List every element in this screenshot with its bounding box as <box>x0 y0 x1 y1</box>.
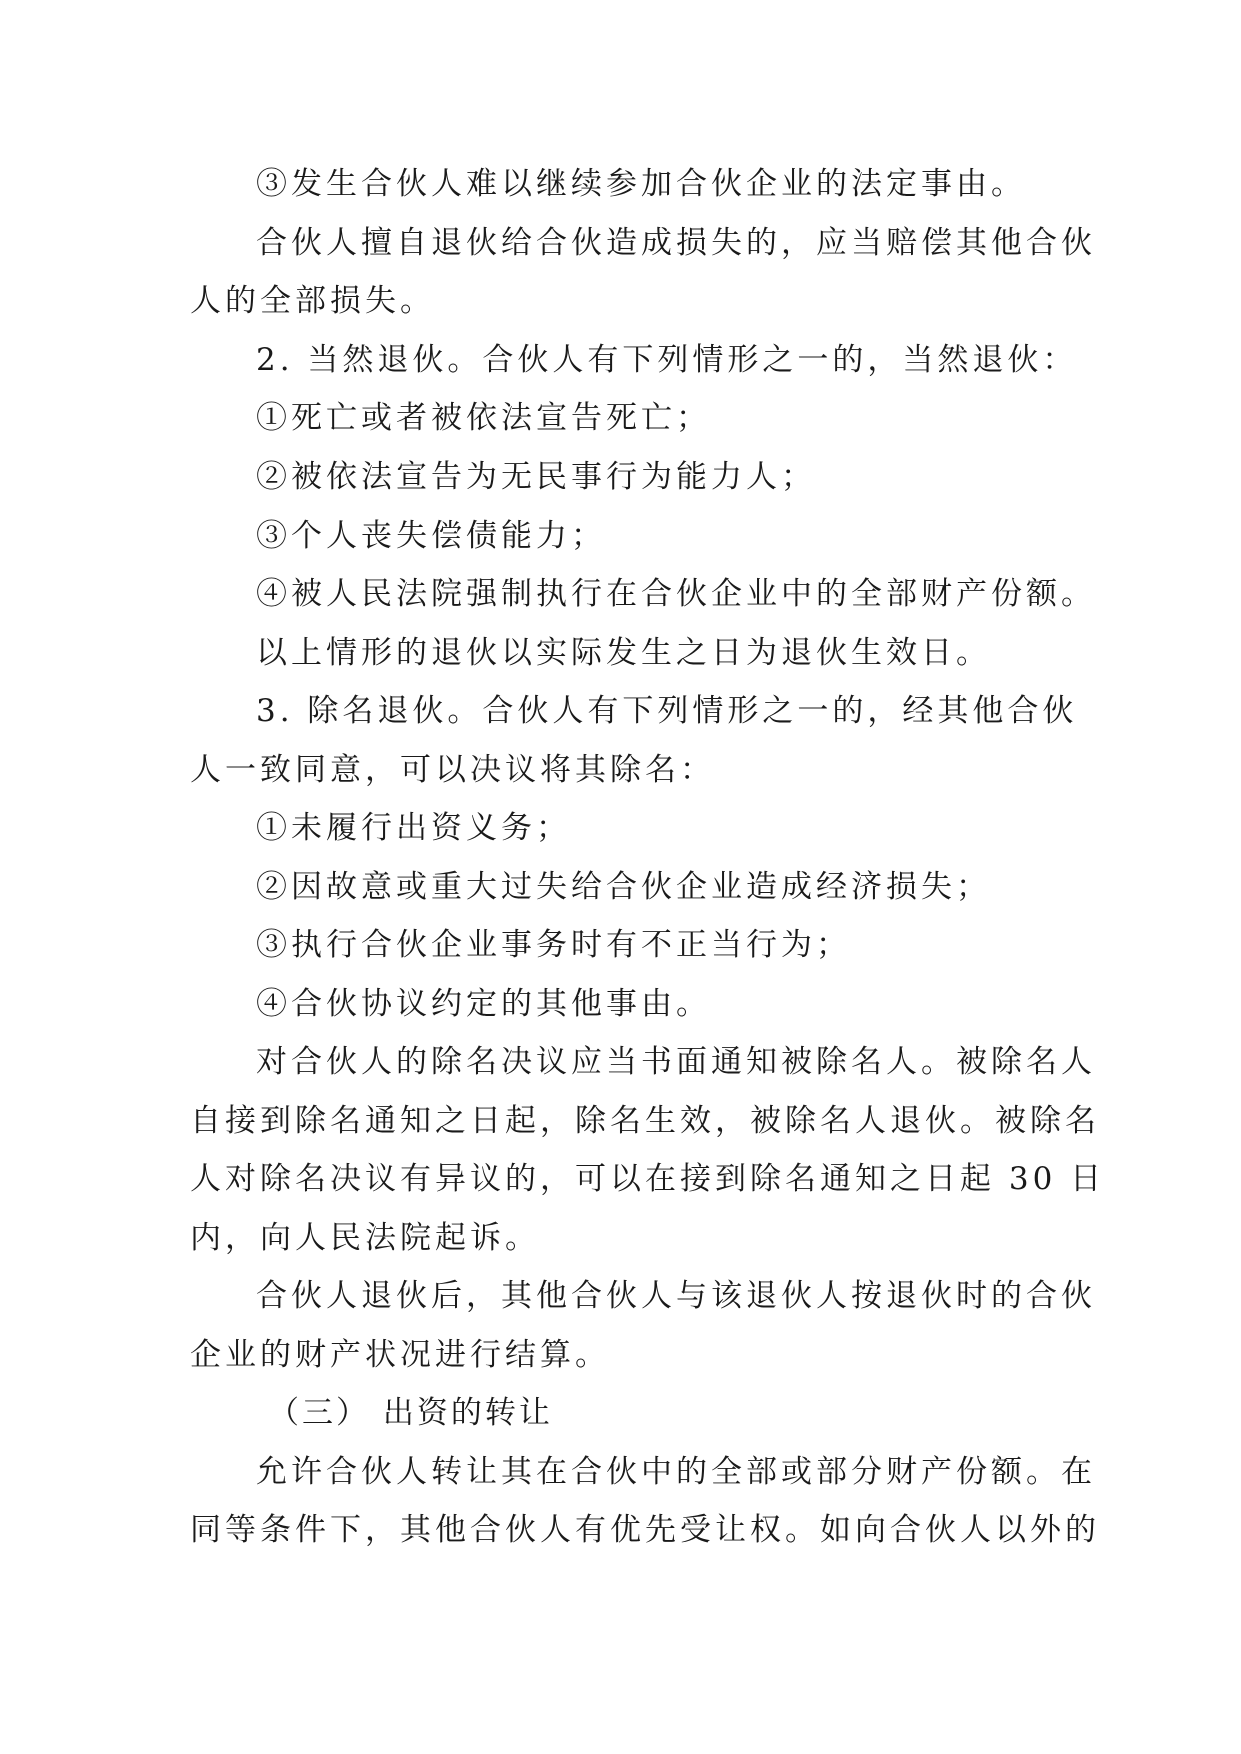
text-line: ③执行合伙企业事务时有不正当行为； <box>256 927 851 963</box>
text-line: 允许合伙人转让其在合伙中的全部或部分财产份额。在 <box>256 1454 1096 1490</box>
text-line: 3. 除名退伙。合伙人有下列情形之一的，经其他合伙 <box>256 693 1078 729</box>
text-line: ①未履行出资义务； <box>256 810 571 846</box>
text-line: 内，向人民法院起诉。 <box>190 1220 540 1256</box>
text-line: 合伙人退伙后，其他合伙人与该退伙人按退伙时的合伙 <box>256 1278 1096 1314</box>
text-line: 合伙人擅自退伙给合伙造成损失的，应当赔偿其他合伙 <box>256 225 1096 261</box>
section-heading: （三） 出资的转让 <box>268 1395 553 1431</box>
text-line: ④被人民法院强制执行在合伙企业中的全部财产份额。 <box>256 576 1096 612</box>
text-line: 自接到除名通知之日起，除名生效，被除名人退伙。被除名 <box>190 1103 1100 1139</box>
text-line: 人对除名决议有异议的，可以在接到除名通知之日起 30 日 <box>190 1161 1106 1197</box>
text-line: 企业的财产状况进行结算。 <box>190 1337 610 1373</box>
text-line: 以上情形的退伙以实际发生之日为退伙生效日。 <box>256 635 991 671</box>
text-line: 人的全部损失。 <box>190 283 435 319</box>
text-line: ②因故意或重大过失给合伙企业造成经济损失； <box>256 869 991 905</box>
text-line: 人一致同意，可以决议将其除名： <box>190 752 715 788</box>
text-line: ①死亡或者被依法宣告死亡； <box>256 400 711 436</box>
text-line: 2. 当然退伙。合伙人有下列情形之一的，当然退伙： <box>256 342 1078 378</box>
text-line: ③发生合伙人难以继续参加合伙企业的法定事由。 <box>256 166 1026 202</box>
text-line: ②被依法宣告为无民事行为能力人； <box>256 459 816 495</box>
text-line: ④合伙协议约定的其他事由。 <box>256 986 711 1022</box>
text-line: 同等条件下，其他合伙人有优先受让权。如向合伙人以外的 <box>190 1512 1100 1548</box>
text-line: ③个人丧失偿债能力； <box>256 518 606 554</box>
text-line: 对合伙人的除名决议应当书面通知被除名人。被除名人 <box>256 1044 1096 1080</box>
